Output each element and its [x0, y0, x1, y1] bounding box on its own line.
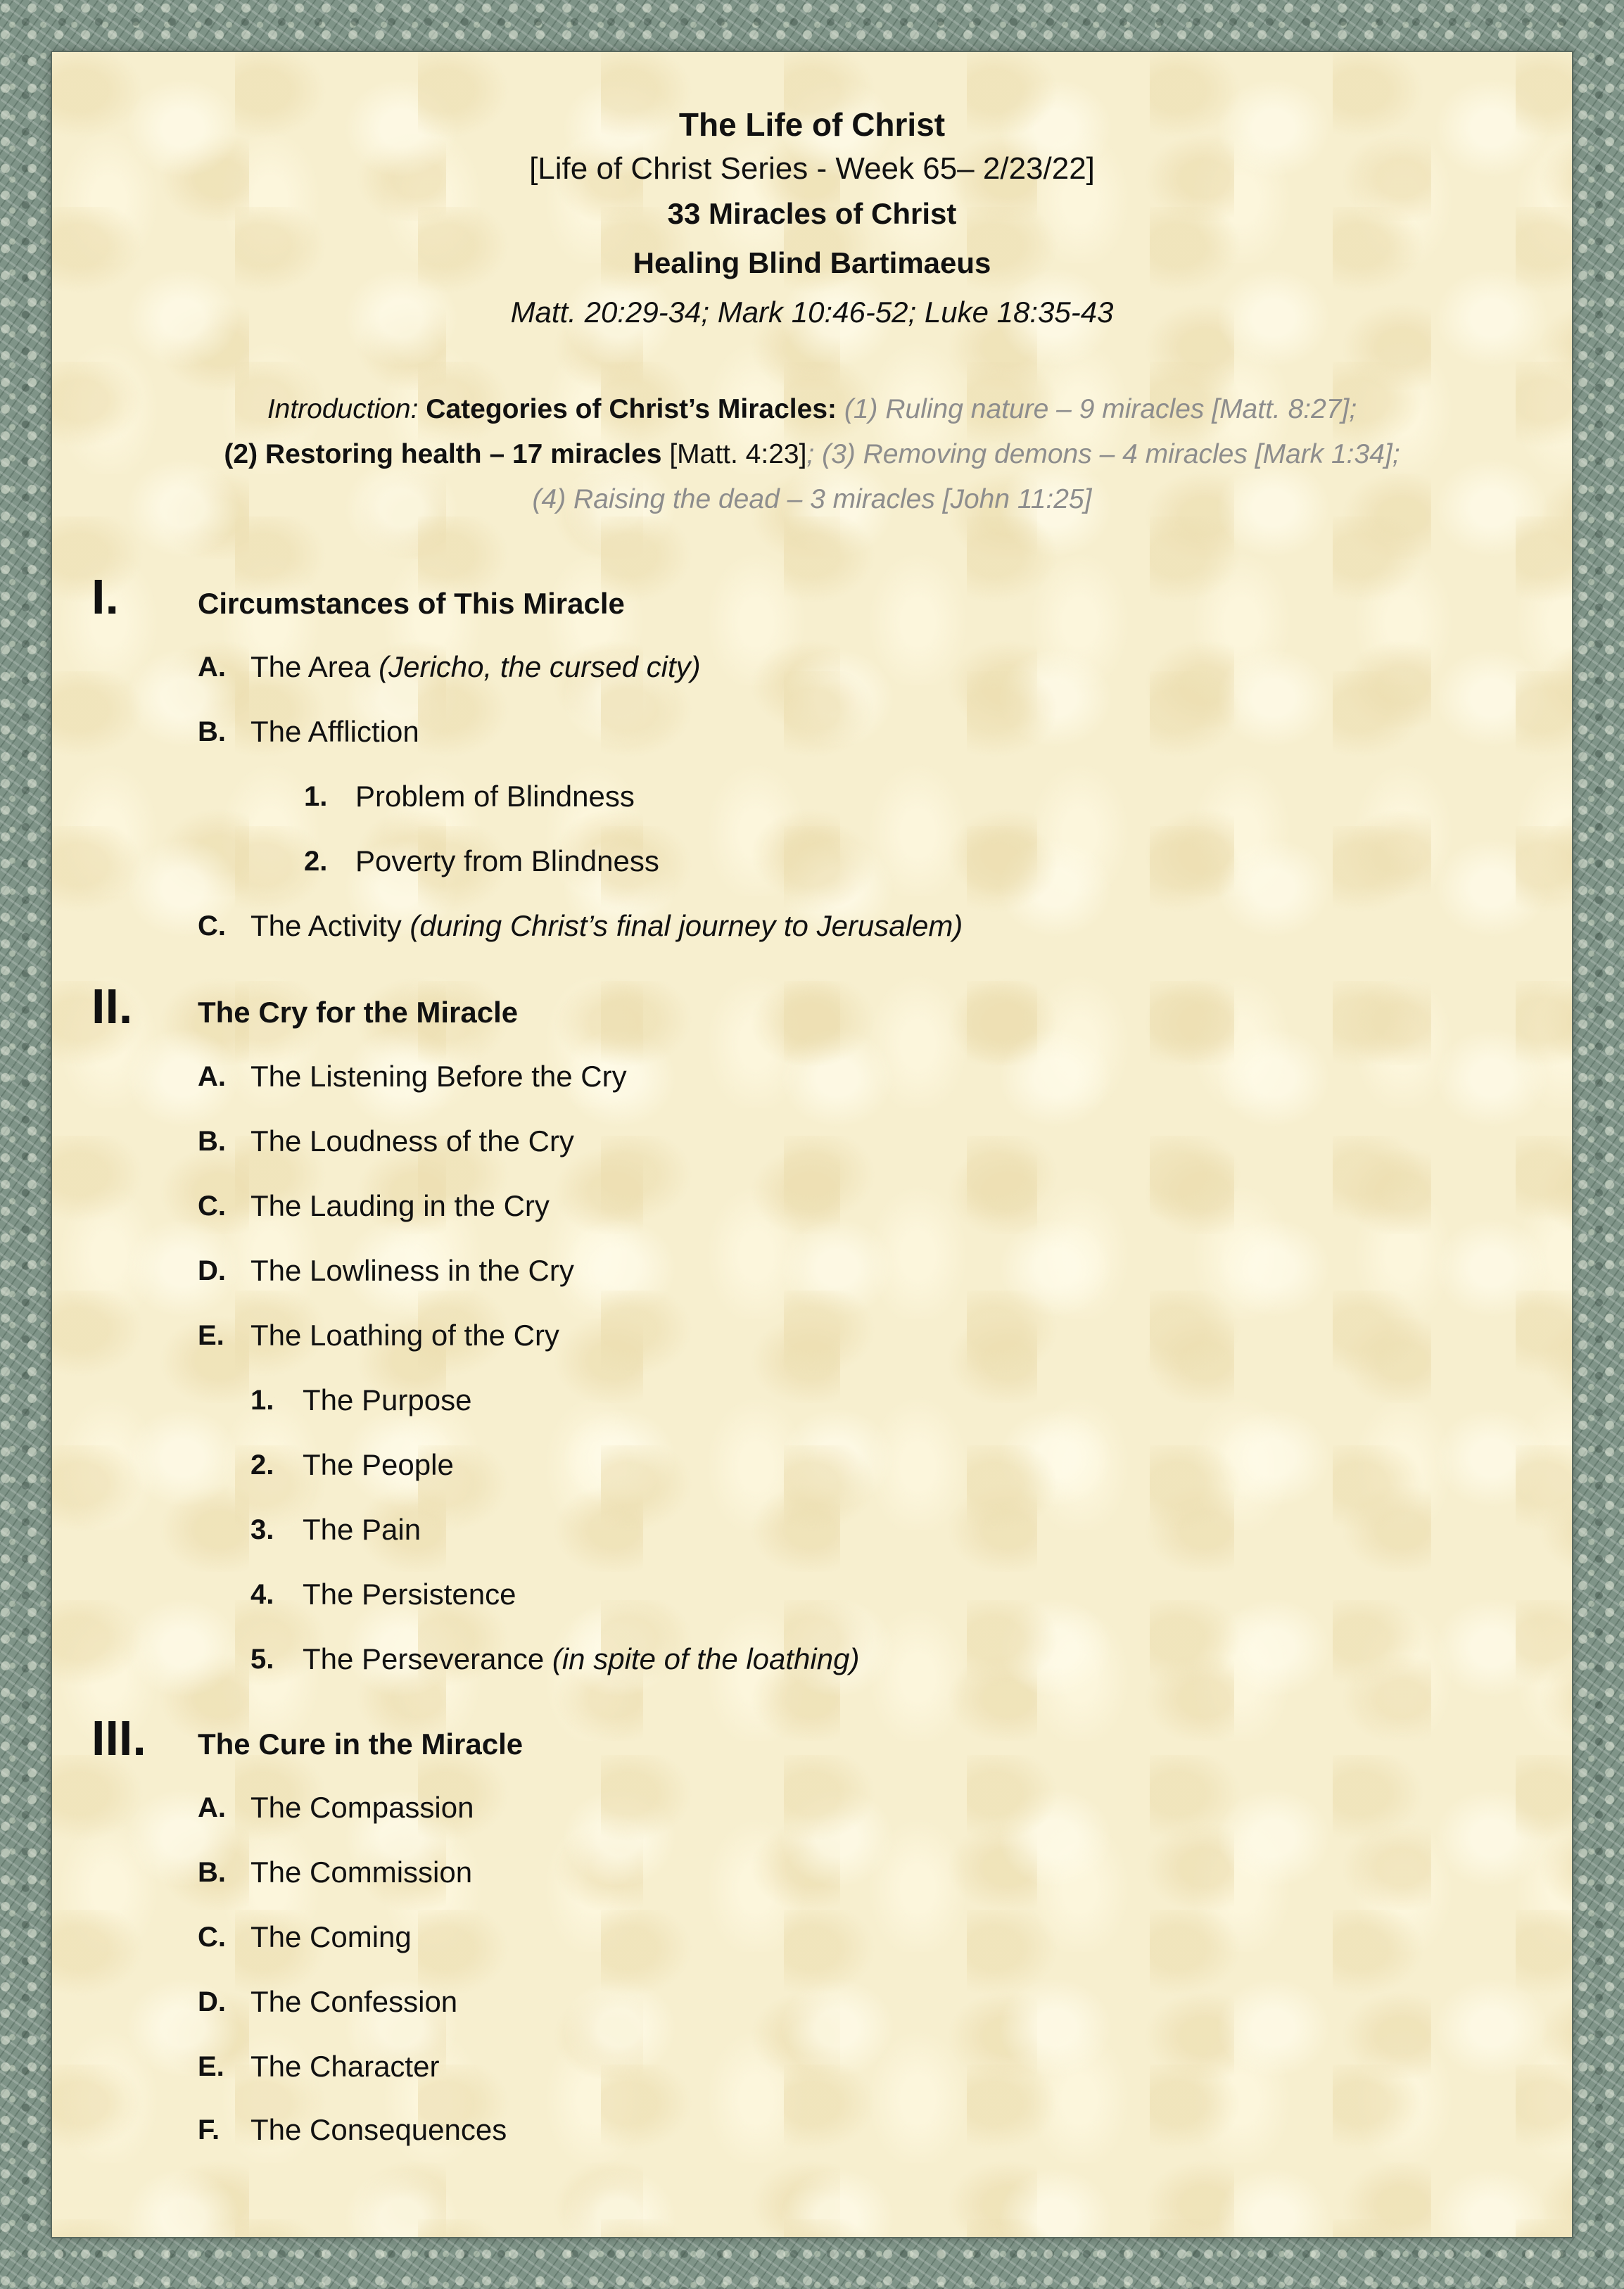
outline-item: The Loudness of the Cry	[250, 1124, 574, 1158]
scripture-reference: Matt. 20:29-34; Mark 10:46-52; Luke 18:35-43	[510, 296, 1114, 329]
outline-subitem: The Purpose	[303, 1383, 472, 1416]
subitem-label: 4.	[250, 1579, 274, 1610]
item-label: C.	[198, 911, 226, 941]
item-label: A.	[198, 1792, 226, 1823]
outline-item: The Area (Jericho, the cursed city)	[250, 650, 701, 683]
outline-subitem: The People	[303, 1448, 454, 1481]
item-label: A.	[198, 1061, 226, 1092]
outline-item: The Activity (during Christ’s final journey to Jerusalem)	[250, 909, 963, 942]
section-numeral: II.	[91, 979, 133, 1034]
subitem-label: 2.	[304, 846, 328, 877]
intro-category-1: (1) Ruling nature – 9 miracles [Matt. 8:27];	[837, 394, 1357, 424]
item-label: B.	[198, 1857, 226, 1888]
intro-heading: Categories of Christ’s Miracles:	[426, 394, 837, 424]
outline-subitem: The Persistence	[303, 1578, 516, 1611]
outline-item: The Coming	[250, 1920, 412, 1953]
outline-item: The Lowliness in the Cry	[250, 1254, 574, 1287]
outline-item: The Confession	[250, 1985, 458, 2018]
subitem-label: 5.	[250, 1644, 274, 1675]
outline-item: The Loathing of the Cry	[250, 1319, 559, 1352]
document-title: The Life of Christ	[678, 106, 946, 143]
intro-category-2: (2) Restoring health – 17 miracles	[224, 439, 662, 469]
subitem-label: 2.	[250, 1450, 274, 1480]
section-title: Circumstances of This Miracle	[198, 587, 625, 620]
subitem-label: 3.	[250, 1514, 274, 1545]
item-label: B.	[198, 716, 226, 747]
intro-line-1	[0, 394, 1624, 425]
intro-line-2	[0, 439, 1624, 470]
outline-item: The Consequences	[250, 2113, 507, 2146]
intro-category-3: ; (3) Removing demons – 4 miracles [Mark 1:34];	[806, 439, 1400, 469]
lesson-title: Healing Blind Bartimaeus	[633, 246, 991, 279]
item-label: D.	[198, 1986, 226, 2017]
section-title: The Cure in the Miracle	[198, 1727, 524, 1761]
outline-item: The Affliction	[250, 715, 419, 748]
subitem-label: 1.	[304, 781, 328, 812]
outline-item: The Listening Before the Cry	[250, 1060, 627, 1093]
item-label: F.	[198, 2114, 220, 2145]
item-label: A.	[198, 652, 226, 683]
outline-item: The Lauding in the Cry	[250, 1189, 550, 1222]
topic-line: 33 Miracles of Christ	[667, 197, 957, 230]
section-numeral: I.	[91, 569, 119, 624]
intro-category-4: (4) Raising the dead – 3 miracles [John 11:25]	[532, 484, 1092, 514]
item-label: E.	[198, 2051, 224, 2082]
outline-subitem: Problem of Blindness	[355, 780, 635, 813]
section-numeral: III.	[91, 1711, 146, 1765]
outline-subitem: Poverty from Blindness	[355, 844, 659, 877]
outline-item: The Compassion	[250, 1791, 474, 1824]
outline-item: The Commission	[250, 1856, 473, 1889]
outline-subitem: The Pain	[303, 1513, 421, 1546]
outline-subitem: The Perseverance (in spite of the loathing)	[303, 1642, 860, 1675]
intro-label: Introduction:	[267, 394, 426, 424]
subitem-label: 1.	[250, 1385, 274, 1416]
series-line: [Life of Christ Series - Week 65– 2/23/22]	[529, 151, 1095, 186]
item-label: C.	[198, 1191, 226, 1222]
item-label: C.	[198, 1922, 226, 1953]
outline-item: The Character	[250, 2050, 440, 2083]
item-label: B.	[198, 1126, 226, 1157]
intro-category-2-ref: [Matt. 4:23]	[661, 439, 807, 469]
section-title: The Cry for the Miracle	[198, 996, 519, 1029]
item-label: E.	[198, 1320, 224, 1351]
item-label: D.	[198, 1255, 226, 1286]
